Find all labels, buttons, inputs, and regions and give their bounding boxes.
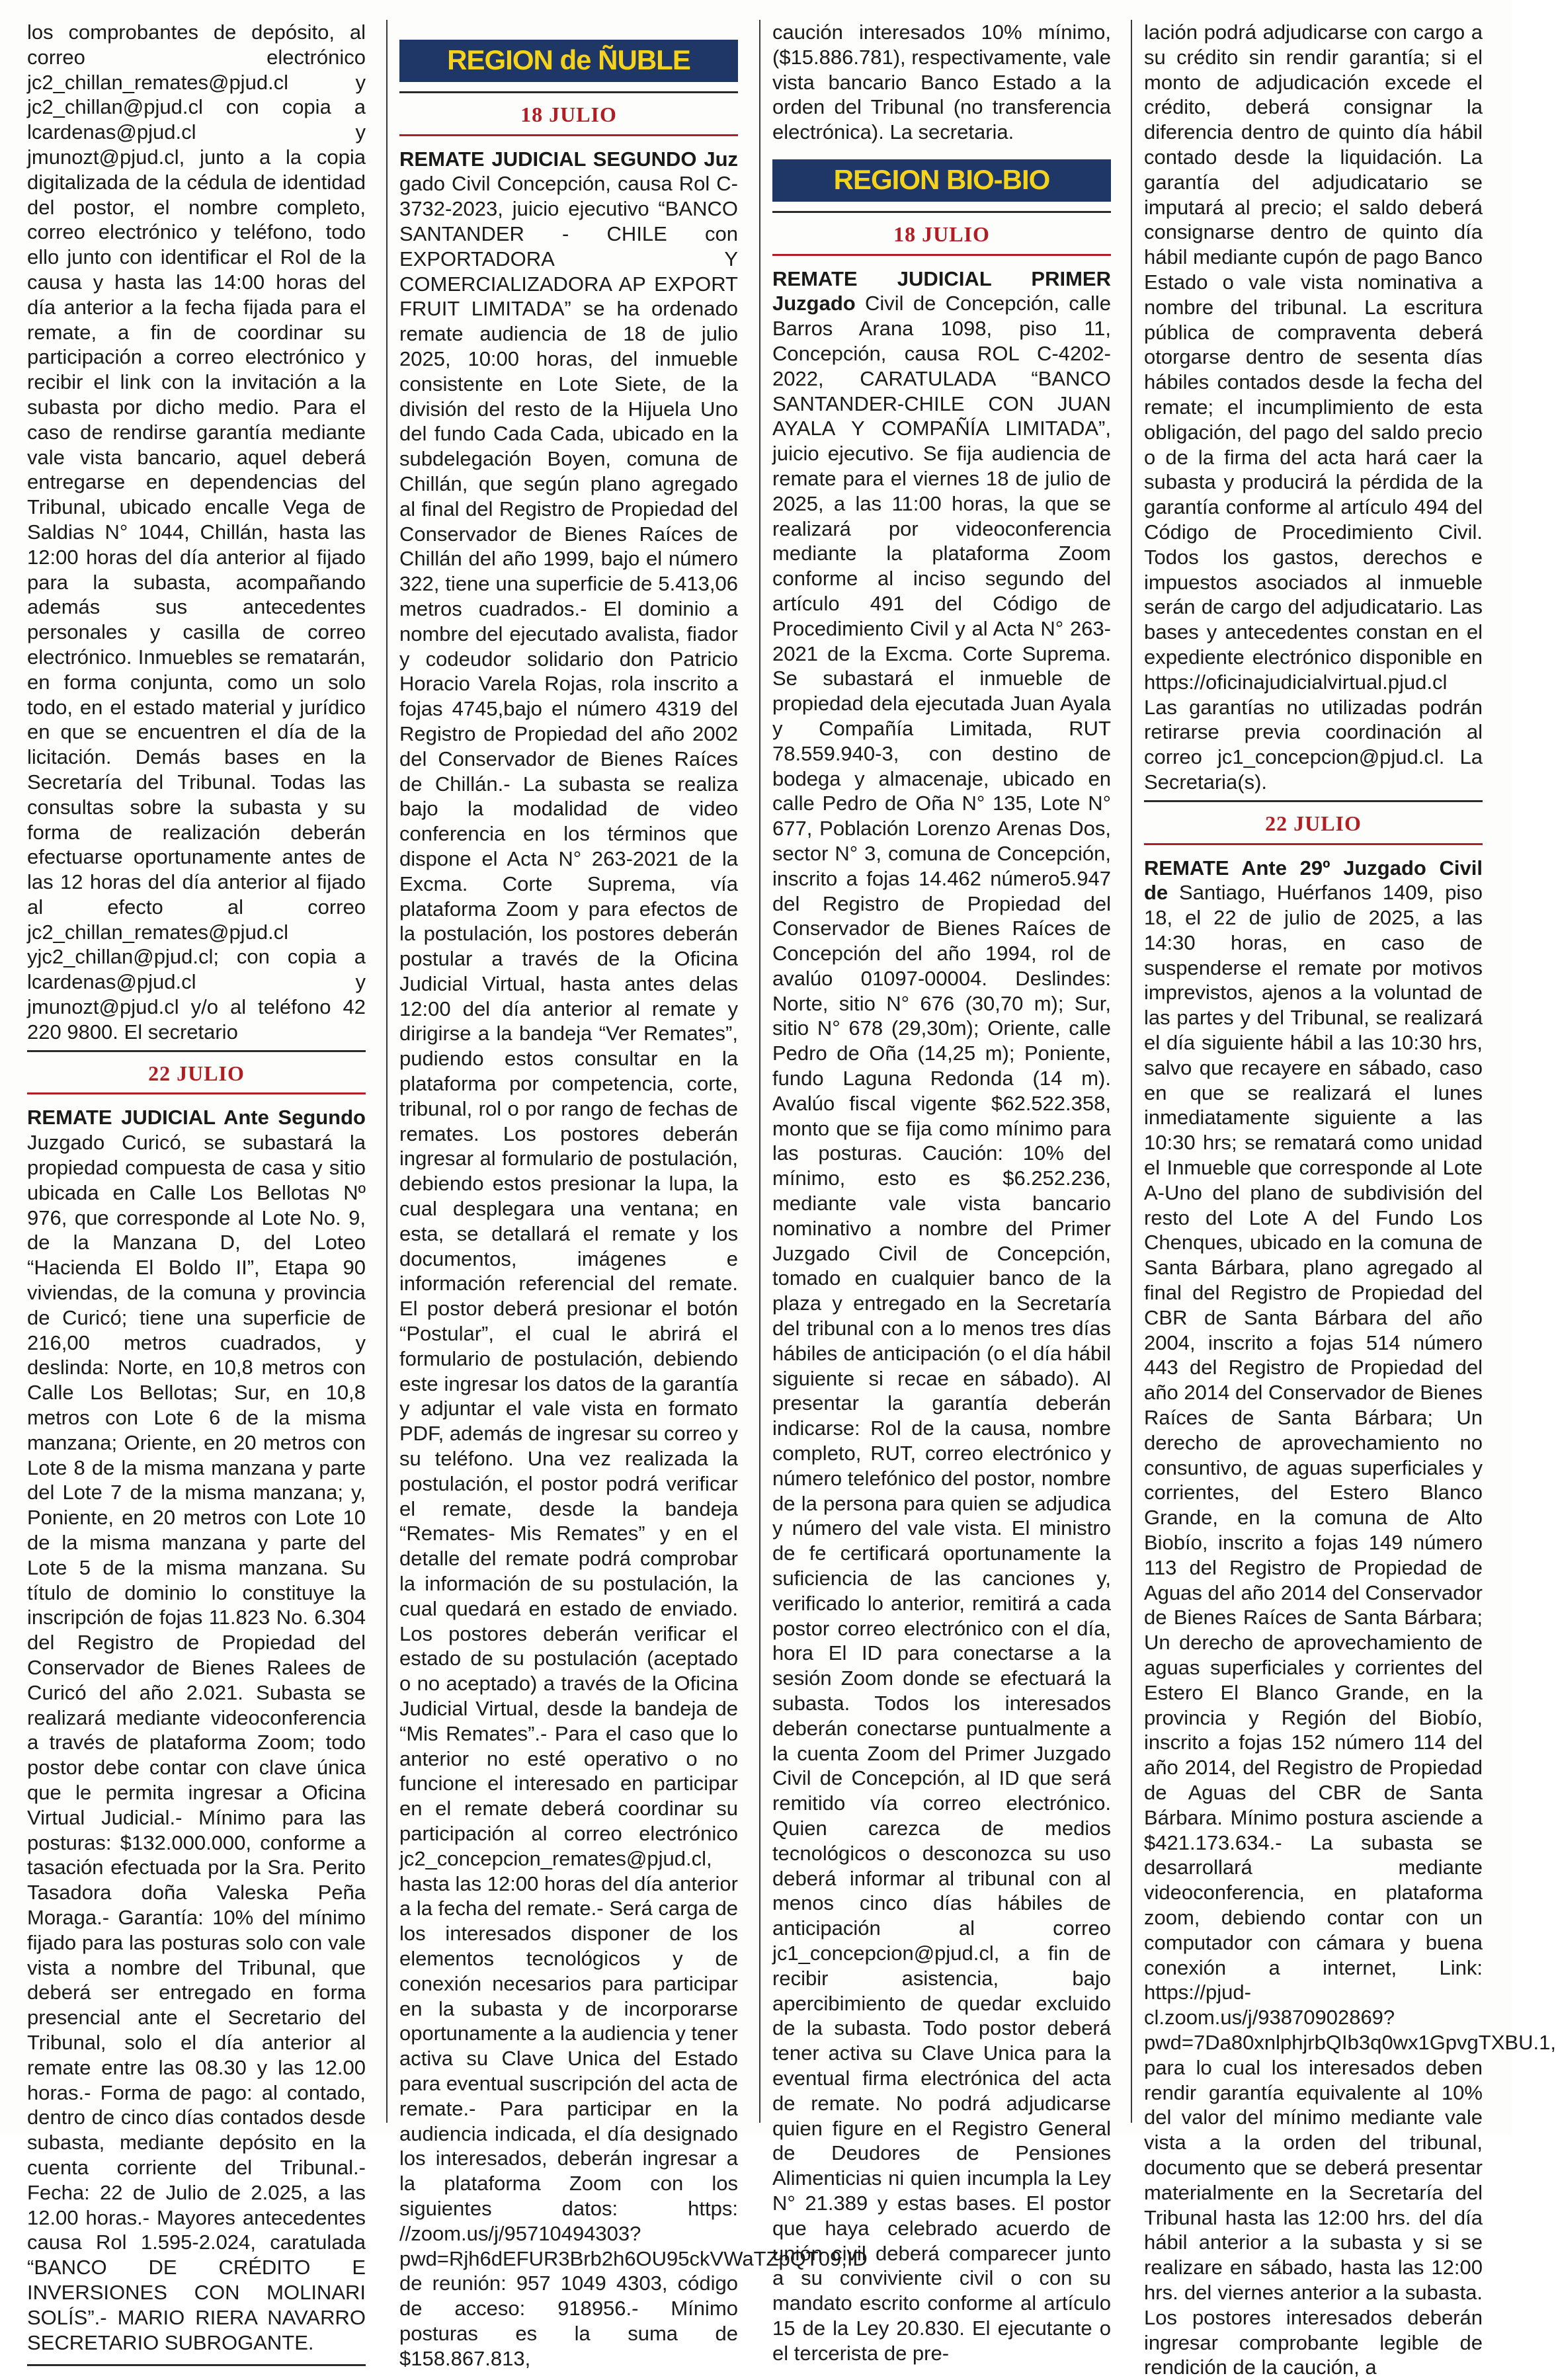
notice-paragraph <box>399 147 738 2371</box>
notice-lead: REMATE JUDICIAL PRIMER Juzgado <box>772 267 1111 315</box>
notice-paragraph <box>1144 856 1483 2380</box>
column-4 <box>1144 20 1483 2126</box>
date-heading: 18 JULIO <box>399 91 738 136</box>
notice-body: Civil de Concepción, calle Barros Arana 1098, piso 11, Concepción, causa ROL C-4202-2022, CARATULADA “BANCO SANTANDER-CHILE CON JUAN AYALA Y COMPAÑÍA LIMITADA”, juicio ejecutivo. Se fija audiencia de remate para el viernes 18 de julio de 2025, a las 11:00 horas, la que se realizará por videoconferencia mediante la plataforma Zoom conforme al inciso segundo del artículo 491 del Código de Procedimiento Civil y al Acta N° 263-2021 de la Excma. Corte Suprema. Se subastará el inmueble de propiedad dela ejecutada Juan Ayala y Compañía Limitada, RUT 78.559.940-3, con destino de bodega y almacenaje, ubicado en calle Pedro de Oña N° 135, Lote N° 677, Población Lorenzo Arenas Dos, sector N° 3, comuna de Concepción, inscrito a fojas 14.462 número5.947 del Registro de Propiedad del Conservador de Bienes Raíces de Concepción del año 1994, rol de avalúo 01097-00004. Deslindes: Norte, sitio N° 676 (30,70 m); Sur, sitio N° 678 (29,30m); Oriente, calle Pedro de Oña (14,25 m); Poniente, fundo Laguna Redonda (14 m). Avalúo fiscal vigente $62.522.358, monto que se fija como mínimo para las posturas. Caución: 10% del mínimo, esto es $6.252.236, mediante vale vista bancario nominativo a nombre del Primer Juzgado Civil de Concepción, tomado en cualquier banco de la plaza y entregado en la Secretaría del tribunal con a lo menos tres días hábiles de anticipación (o el día hábil siguiente si recae en sábado). Al presentar la garantía deberán indicarse: Rol de la causa, nombre completo, RUT, correo electrónico y número telefónico del postor, nombre de la persona para quien se adjudica y número del vale vista. El ministro de fe certificará oportunamente la suficiencia de las canciones y, verificado lo anterior, remitirá a cada postor correo electrónico con el día, hora El ID para conectarse a la sesión Zoom donde se efectuará la subasta. Todos los interesados deberán conectarse puntualmente a la cuenta Zoom del Primer Juzgado Civil de Concepción, al ID que será remitido vía correo electrónico. Quien carezca de medios tecnológicos o desconozca su uso deberá informar al tribunal con al menos cinco días hábiles de anticipación al correo jc1_concepcion@pjud.cl, a fin de recibir asistencia, bajo apercibimiento de quedar excluido de la subasta. Todo postor deberá tener activa su Clave Unica para la eventual firma electrónica del acta de remate. No podrá adjudicarse quien figure en el Registro General de Deudores de Pensiones Alimenticias ni quien incumpla la Ley N° 21.389 y estas bases. El postor que haya celebrado acuerdo de unión civil deberá comparecer junto a su conviviente civil o con su mandato escrito conforme al artículo 15 de la Ley 20.830. El ejecutante o el tercerista de pre- <box>772 292 1111 2364</box>
date-heading: 22 JULIO <box>1144 800 1483 845</box>
notice-lead: REMATE Ante 29º Juzgado Civil de <box>1144 856 1483 905</box>
notice-body: gado Civil Concepción, causa Rol C-3732-2023, juicio ejecutivo “BANCO SANTANDER - CHILE con EXPORTADORA Y COMERCIALIZADORA AP EXPORT FRUIT LIMITADA” se ha ordenado remate audiencia de 18 de julio 2025, 10:00 horas, del inmueble consistente en Lote Siete, de la división del resto de la Hijuela Uno del fundo Cada Cada, ubicado en la subdelegación Boyen, comuna de Chillán, que según plano agregado al final del Registro de Propiedad del Conservador de Bienes Raíces de Chillán del año 1999, bajo el número 322, tiene una superficie de 5.413,06 metros cuadrados.- El dominio a nombre del ejecutado avalista, fiador y codeudor solidario don Patricio Horacio Varela Rojas, rola inscrito a fojas 4745,bajo el número 4319 del Registro de Propiedad del año 2002 del Conservador de Bienes Raíces de Chillán.- La subasta se realiza bajo la modalidad de video conferencia en los términos que dispone el Acta N° 263-2021 de la Excma. Corte Suprema, vía plataforma Zoom y para efectos de la postulación, los postores deberán postular a través de la Oficina Judicial Virtual, hasta antes delas 12:00 del día anterior al remate y dirigirse a la bandeja “Ver Remates”, pudiendo estos consultar en la plataforma por competencia, corte, tribunal, rol o por rango de fechas de remates. Los postores deberán ingresar al formulario de postulación, debiendo estos presionar la lupa, la cual desplegara una ventana; en esta, se detallará el remate y los documentos, imágenes e información referencial del remate. El postor deberá presionar el botón “Postular”, el cual le abrirá el formulario de postulación, debiendo este ingresar los datos de la garantía y adjuntar el vale vista en formato PDF, además de ingresar su correo y su teléfono. Una vez realizada la postulación, el postor podrá verificar el remate, desde la bandeja “Remates- Mis Remates” y en el detalle del remate podrá comprobar la información de su postulación, la cual quedará en estado de enviado. Los postores deberán verificar el estado de su postulación (aceptado o no aceptado) a través de la Oficina Judicial Virtual, desde la bandeja de “Mis Remates”.- Para el caso que lo anterior no esté operativo o no funcione el interesado en participar en el remate deberá coordinar su participación al correo electrónico jc2_concepcion_remates@pjud.cl, hasta las 12:00 horas del día anterior a la fecha del remate.- Será carga de los interesados disponer de los elementos tecnológicos y de conexión necesarios para participar en la subasta y de incorporarse oportunamente a la audiencia y tener activa su Clave Unica del Estado para eventual suscripción del acta de remate.- Para participar en la audiencia indicada, el día designado los interesados, deberán ingresar a la plataforma Zoom con los siguientes datos: https: //zoom.us/j/95710494303?pwd=Rjh6dEFUR3Brb2h6OU95ckVWaTZpQT09,ID de reunión: 957 1049 4303, código de acceso: 918956.- Mínimo posturas es la suma de $158.867.813, <box>399 172 868 2369</box>
column-separator <box>759 20 760 2123</box>
column-1 <box>27 20 366 2126</box>
divider-rule <box>27 2364 366 2366</box>
notice-paragraph <box>27 1105 366 2355</box>
date-heading: 18 JULIO <box>772 211 1111 256</box>
notice-body: Juzgado Curicó, se subastará la propiedad compuesta de casa y sitio ubicada en Calle Los Bellotas Nº 976, que corresponde al Lote No. 9, de la Manzana D, del Loteo “Hacienda El Boldo II”, Etapa 90 viviendas, de la comuna y provincia de Curicó; tiene una superficie de 216,00 metros cuadrados, y deslinda: Norte, en 10,8 metros con Calle Los Bellotas; Sur, en 10,8 metros con Lote 6 de la misma manzana; Oriente, en 20 metros con Lote 8 de la misma manzana y parte del Lote 7 de la misma manzana; y, Poniente, en 20 metros con Lote 10 de la misma manzana y parte del Lote 5 de la misma manzana. Su título de dominio lo constituye la inscripción de fojas 11.823 No. 6.304 del Registro de Propiedad del Conservador de Bienes Ralees de Curicó del año 2.021. Subasta se realizará mediante videoconferencia a través de plataforma Zoom; todo postor debe contar con clave única que le permita ingresar a Oficina Virtual Judicial.- Mínimo para las posturas: $132.000.000, conforme a tasación efectuada por la Sra. Perito Tasadora doña Valeska Peña Moraga.- Garantía: 10% del mínimo fijado para las posturas solo con vale vista a nombre del Tribunal, que deberá ser entregado en forma presencial ante el Secretario del Tribunal, solo el día anterior al remate entre las 08.30 y las 12.00 horas.- Forma de pago: al contado, dentro de cinco días contados desde subasta, mediante depósito en la cuenta corriente del Tribunal.- Fecha: 22 de Julio de 2.025, a las 12.00 horas.- Mayores antecedentes causa Rol 1.595-2.024, caratulada “BANCO DE CRÉDITO E INVERSIONES CON MOLINARI SOLÍS”.- MARIO RIERA NAVARRO SECRETARIO SUBROGANTE. <box>27 1131 366 2354</box>
notice-body: lación podrá adjudicarse con cargo a su crédito sin rendir garantía; si el monto de adjudicación excede el crédito, deberá consignar la diferencia dentro de quinto día hábil contado desde la liquidación. La garantía del adjudicatario se imputará al precio; el saldo deberá consignarse dentro de quinto día hábil mediante cupón de pago Banco Estado o vale vista nominativa a nombre del tribunal. La escritura pública de compraventa deberá otorgarse dentro de sesenta días hábiles contados desde la fecha del remate; el incumplimiento de esta obligación, del pago del saldo precio o de la firma del acta hará caer la subasta y producirá la pérdida de la garantía conforme al artículo 494 del Código de Procedimiento Civil. Todos los gastos, derechos e impuestos asociados al inmueble serán de cargo del adjudicatario. Las bases y antecedentes constan en el expediente electrónico disponible en https://oficinajudicialvirtual.pjud.cl Las garantías no utilizadas podrán retirarse previa coordinación al correo jc1_concepcion@pjud.cl. La Secretaria(s). <box>1144 21 1483 794</box>
notice-lead: REMATE JUDICIAL Ante Segundo <box>27 1106 366 1129</box>
notice-body: los comprobantes de depósito, al correo electrónico jc2_chillan_remates@pjud.cl y jc2_chillan@pjud.cl con copia a lcardenas@pjud.cl y jmunozt@pjud.cl, junto a la copia digitalizada de la cédula de identidad del postor, el nombre completo, correo electrónico y teléfono, todo ello junto con identificar el Rol de la causa y hasta las 14:00 horas del día anterior a la fecha fijada para el remate, a fin de coordinar su participación a correo electrónico y recibir el link con la invitación a la subasta por dicho medio. Para el caso de rendirse garantía mediante vale vista bancario, aquel deberá entregarse en dependencias del Tribunal, ubicado encalle Vega de Saldias N° 1044, Chillán, hasta las 12:00 horas del día anterior al fijado para la subasta, acompañando además sus antecedentes personales y casilla de correo electrónico. Inmuebles se rematarán, en forma conjunta, como un solo todo, en el estado material y jurídico en que se encuentren el día de la licitación. Demás bases en la Secretaría del Tribunal. Todas las consultas sobre la subasta y su forma de realización deberán efectuarse oportunamente antes de las 12 horas del día anterior al fijado al efecto al correo jc2_chillan_remates@pjud.cl yjc2_chillan@pjud.cl; con copia a lcardenas@pjud.cl y jmunozt@pjud.cl y/o al teléfono 42 220 9800. El secretario <box>27 21 366 1044</box>
notice-paragraph <box>27 20 366 1045</box>
region-banner: REGION BIO-BIO <box>772 159 1111 202</box>
notice-lead: REMATE JUDICIAL SEGUNDO Juz <box>399 147 738 171</box>
notice-body: caución interesados 10% mínimo, ($15.886.781), respectivamente, vale vista bancario Banco Estado a la orden del Tribunal (no transferencia electrónica). La secretaria. <box>772 21 1111 144</box>
notice-paragraph <box>772 20 1111 145</box>
notice-paragraph <box>1144 20 1483 795</box>
column-3 <box>772 20 1111 2126</box>
column-separator <box>1131 20 1132 2123</box>
column-separator <box>386 20 388 2123</box>
notice-body: Santiago, Huérfanos 1409, piso 18, el 22 de julio de 2025, a las 14:30 horas, en caso de suspenderse el remate por motivos imprevistos, ajenos a la voluntad de las partes y del Tribunal, se realizará el día siguiente hábil a las 10:30 hrs, salvo que recayere en sábado, caso en que se realizará el lunes inmediatamente siguiente a las 10:30 hrs; se rematará como unidad el Inmueble que corresponde al Lote A-Uno del plano de subdivisión del resto del Lote A del Fundo Los Chenques, ubicado en la comuna de Santa Bárbara, plano agregado al final del Registro de Propiedad del CBR de Santa Bárbara del año 2004, inscrito a fojas 514 número 443 del Registro de Propiedad del año 2014 del Conservador de Bienes Raíces de Santa Bárbara; Un derecho de aprovechamiento no consuntivo, de aguas superficiales y corrientes, del Estero Blanco Grande, en la comuna de Alto Biobío, inscrito a fojas 149 número 113 del Registro de Propiedad de Aguas del año 2014 del Conservador de Bienes Raíces de Santa Bárbara; Un derecho de aprovechamiento de aguas superficiales y corrientes del Estero El Blanco Grande, en la provincia y Región del Biobío, inscrito a fojas 152 número 114 del año 2014, del Registro de Propiedad de Aguas del CBR de Santa Bárbara. Mínimo postura asciende a $421.173.634.- La subasta se desarrollará mediante videoconferencia, en plataforma zoom, debiendo contar con un computador con cámara y buena conexión a internet, Link: https://pjud-cl.zoom.us/j/93870902869?pwd=7Da80xnlphjrbQIb3q0wx1GpvgTXBU.1, para lo cual los interesados deben rendir garantía equivalente al 10% del valor del mínimo mediante vale vista a la orden del tribunal, documento que se deberá presentar materialmente en la Secretaría del Tribunal hasta las 12:00 hrs. del día hábil anterior a la subasta y si se realizare en sábado, hasta las 12:00 hrs. del viernes anterior a la subasta. Los postores interesados deberán ingresar comprobante legible de rendición de la caución, a <box>1144 881 1556 2379</box>
region-banner: REGION de ÑUBLE <box>399 40 738 82</box>
notice-paragraph <box>772 267 1111 2366</box>
date-heading: 22 JULIO <box>27 1050 366 1095</box>
column-2 <box>399 20 738 2126</box>
